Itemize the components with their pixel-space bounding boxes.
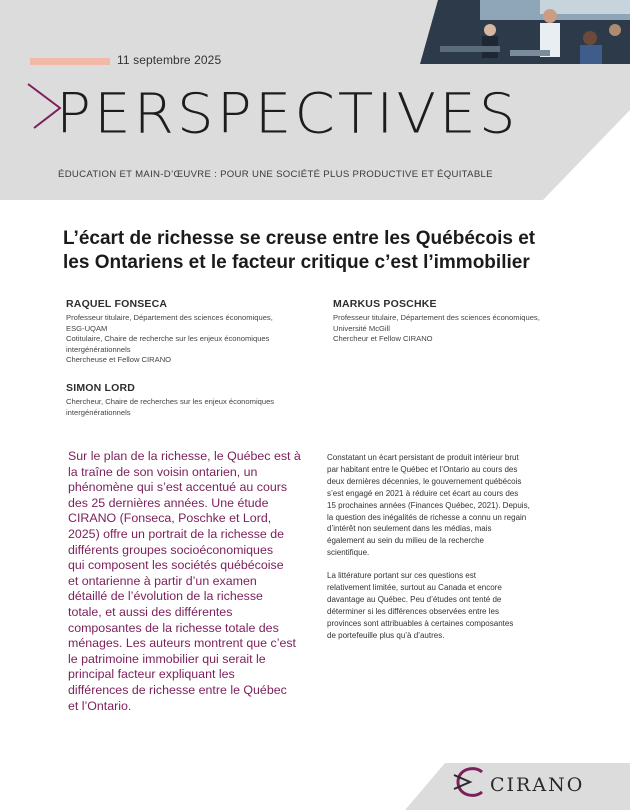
author-name: MARKUS POSCHKE — [333, 298, 437, 310]
lead-line: différences de richesse entre le Québec — [68, 682, 287, 697]
cirano-logo-text: CIRANO — [490, 774, 585, 796]
lead-paragraph — [68, 449, 313, 714]
series-subtitle: ÉDUCATION ET MAIN-D’ŒUVRE : POUR UNE SOCIÉTÉ PLUS PRODUCTIVE ET ÉQUITABLE — [58, 169, 493, 180]
lead-line: composantes de la richesse totale des — [68, 620, 279, 635]
accent-bar — [30, 58, 110, 65]
headline-line: L’écart de richesse se creuse entre les Québécois et — [63, 228, 536, 249]
body-line: également au sein du milieu de la recherche — [327, 536, 484, 546]
lead-line: CIRANO (Fonseca, Poschke et Lord, — [68, 511, 272, 526]
body-line: relativement limitée, surtout au Canada et encore — [327, 583, 502, 593]
lead-line: et l’Ontario. — [68, 698, 132, 713]
body-line: d’intérêt non seulement dans les médias, mais — [327, 524, 492, 534]
body-line: Constatant un écart persistant de produit intérieur brut — [327, 453, 519, 462]
author-affiliation: intergénérationnels — [66, 344, 131, 354]
lead-line: qui composent les sociétés québécoise — [68, 558, 284, 573]
lead-line: ménages. Les auteurs montrent que c’est — [68, 636, 296, 651]
author-name: SIMON LORD — [66, 382, 136, 394]
body-line: de portefeuille plus qu’à d’autres. — [327, 630, 445, 640]
author-affiliation: Chercheuse et Fellow CIRANO — [66, 355, 172, 365]
author-affiliation: ESG-UQAM — [66, 323, 108, 333]
author-affiliation: Chercheur, Chaire de recherches sur les enjeux économiques — [66, 397, 275, 406]
lead-line: le patrimoine immobilier qui serait le — [68, 651, 266, 666]
cirano-logo-icon — [452, 767, 486, 797]
author-affiliation: Cotitulaire, Chaire de recherche sur les enjeux économiques — [66, 334, 270, 344]
body-line: la question des inégalités de richesse a connu un regain — [327, 512, 527, 522]
author-affiliation: intergénérationnels — [66, 407, 131, 417]
article-headline — [63, 227, 583, 275]
lead-line: phénomène qui s’est accentué au cours — [68, 480, 288, 495]
body-line: déterminer si les différences observées entre les — [327, 606, 499, 616]
body-paragraph — [327, 570, 572, 641]
lead-line: totale, et aussi des différentes — [68, 604, 233, 619]
lead-line: la traîne de son voisin ontarien, un — [68, 464, 258, 479]
author-affiliation: Université McGill — [333, 323, 390, 333]
lead-line: des 25 dernières années. Une étude — [68, 495, 269, 510]
body-column — [327, 452, 572, 642]
lead-line: détaillé de l’évolution de la richesse — [68, 589, 263, 604]
body-line: par habitant entre le Québec et l’Ontario au cours des — [327, 464, 518, 474]
author-affiliation: Chercheur et Fellow CIRANO — [333, 334, 433, 344]
body-line: provinces sont attribuables à certaines composantes — [327, 618, 514, 628]
author-affiliation: Professeur titulaire, Département des sciences économiques, — [66, 313, 273, 322]
body-paragraph — [327, 452, 572, 559]
body-line: davantage au Québec. Peu d’études ont tenté de — [327, 594, 502, 604]
body-line: 15 prochaines années (Finances Québec, 2021). Depuis, — [327, 500, 530, 510]
author-block — [66, 298, 336, 366]
author-affiliation: Professeur titulaire, Département des sciences économiques, — [333, 313, 540, 322]
body-line: s’est engagé en 2021 à réduire cet écart au cours des — [327, 488, 519, 498]
lead-line: différents groupes socioéconomiques — [68, 542, 274, 557]
lead-line: et ontarienne à partir d’un examen — [68, 573, 257, 588]
author-block — [333, 298, 603, 345]
classroom-photo — [420, 0, 630, 64]
lead-line: 2025) offre un portrait de la richesse de — [68, 526, 285, 541]
author-block — [66, 382, 336, 418]
body-line: La littérature portant sur ces questions est — [327, 571, 476, 581]
publication-date: 11 septembre 2025 — [117, 53, 222, 67]
headline-line: les Ontariens et le facteur critique c’est l’immobilier — [63, 252, 530, 273]
masthead-title: PERSPECTIVES — [56, 81, 519, 146]
body-line: scientifique. — [327, 548, 370, 558]
author-name: RAQUEL FONSECA — [66, 298, 168, 310]
lead-line: Sur le plan de la richesse, le Québec est à — [68, 449, 301, 463]
body-line: deux dernières décennies, le gouvernement québécois — [327, 476, 522, 486]
lead-line: principal facteur expliquant les — [68, 667, 235, 682]
